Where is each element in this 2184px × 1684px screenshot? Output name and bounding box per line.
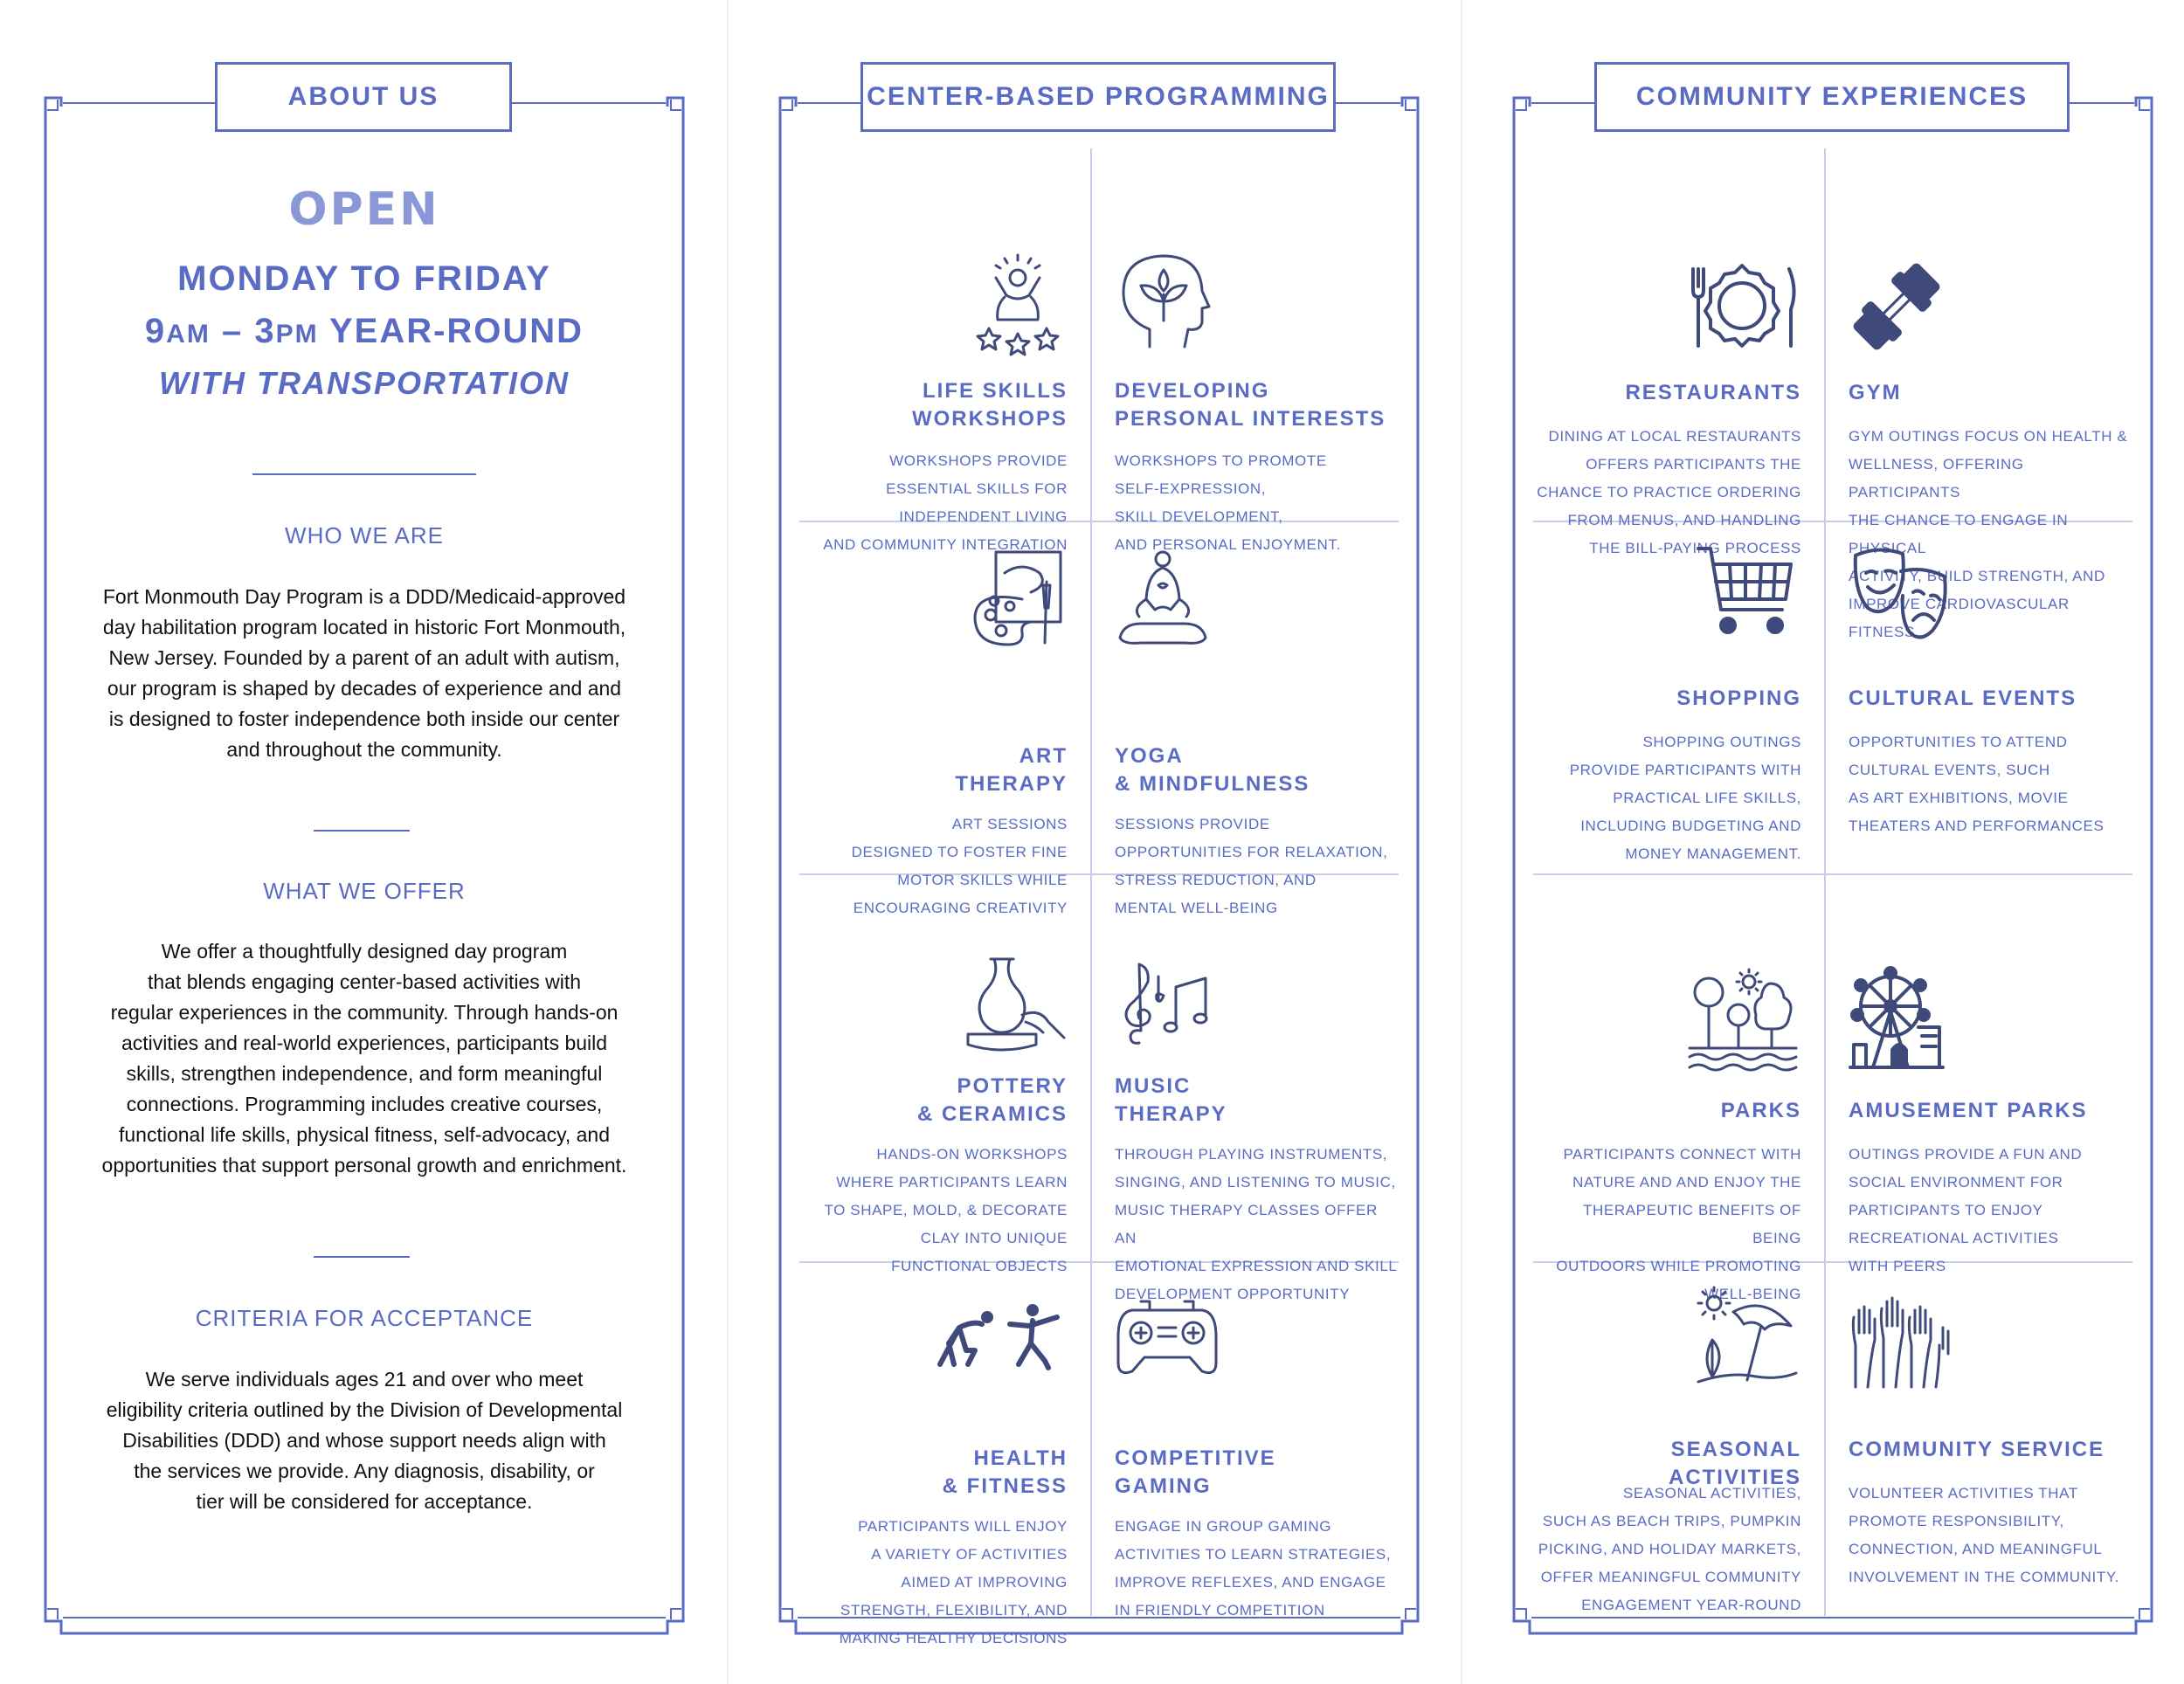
experience-cultural-events xyxy=(1826,522,2132,873)
ferris-wheel-icon xyxy=(1849,966,1945,1071)
program-description: WORKSHOPS TO PROMOTE SELF-EXPRESSION, SKILL DEVELOPMENT, AND PERSONAL ENJOYMENT. xyxy=(1115,452,1341,553)
what-we-offer-body: We offer a thoughtfully designed day program that blends engaging center-based activities with regular experiences in the community. Through hands-on activities and real-world experiences, participants build skills, strengthen independence, and form meaningful connections. Programming includes creative courses, functional life skills, physical fitness, self-advocacy, and opportunities that support personal growth and enrichment. xyxy=(101,940,627,1177)
about-panel xyxy=(45,61,683,1633)
experience-gym xyxy=(1826,148,2132,640)
experience-title: SHOPPING xyxy=(1676,687,1801,710)
separator-line xyxy=(314,830,410,832)
experience-description: GYM OUTINGS FOCUS ON HEALTH & WELLNESS, OFFERING PARTICIPANTS THE CHANCE TO ENGAGE IN PHYSICAL ACTIVITY, BUILD STRENGTH, AND IMPROVE CARDIOVASCULAR FITNESS xyxy=(1849,428,2128,640)
experience-shopping xyxy=(1533,522,1824,873)
experience-description: OUTINGS PROVIDE A FUN AND SOCIAL ENVIRONMENT FOR PARTICIPANTS TO ENJOY RECREATIONAL ACTIVITIES WITH PEERS xyxy=(1849,1146,2083,1274)
criteria-heading: CRITERIA FOR ACCEPTANCE xyxy=(195,1305,534,1331)
program-title: COMPETITIVE GAMING xyxy=(1115,1446,1276,1498)
experience-description: PARTICIPANTS CONNECT WITH NATURE AND AND ENJOY THE THERAPEUTIC BENEFITS OF BEING OUTDOORS WHILE PROMOTING WELL-BEING xyxy=(1556,1146,1801,1302)
center-based-panel xyxy=(780,61,1418,1646)
pottery-wheel-icon xyxy=(952,954,1066,1059)
hours-days: MONDAY TO FRIDAY xyxy=(177,259,551,298)
program-description: ART SESSIONS DESIGNED TO FOSTER FINE MOTOR SKILLS WHILE ENCOURAGING CREATIVITY xyxy=(851,816,1068,916)
who-we-are-body: Fort Monmouth Day Program is a DDD/Medicaid-approved day habilitation program located in historic Fort Monmouth, New Jersey. Founded by a parent of an adult with autism, our program is shaped by decades of experience and and is designed to foster independence both inside our center and throughout the community. xyxy=(102,585,626,761)
meditation-icon xyxy=(1115,547,1211,652)
panel-divider xyxy=(1461,0,1462,1684)
program-music-therapy xyxy=(1092,875,1399,1302)
music-notes-icon xyxy=(1115,956,1211,1052)
experience-description: DINING AT LOCAL RESTAURANTS OFFERS PARTICIPANTS THE CHANCE TO PRACTICE ORDERING FROM MENUS, AND HANDLING THE BILL-PAYING PROCESS xyxy=(1537,428,1801,556)
program-art-therapy xyxy=(799,522,1090,916)
program-title: POTTERY & CERAMICS xyxy=(916,1074,1068,1126)
experience-description: SHOPPING OUTINGS PROVIDE PARTICIPANTS WITH PRACTICAL LIFE SKILLS, INCLUDING BUDGETING AND MONEY MANAGEMENT. xyxy=(1569,734,1801,862)
program-gaming xyxy=(1092,1263,1399,1616)
community-panel xyxy=(1514,61,2152,1633)
experience-seasonal xyxy=(1533,1263,1824,1616)
separator-line xyxy=(252,473,476,475)
program-title: ART THERAPY xyxy=(955,744,1068,796)
program-yoga xyxy=(1092,522,1399,916)
transportation-note: WITH TRANSPORTATION xyxy=(159,365,570,401)
program-title: DEVELOPING PERSONAL INTERESTS xyxy=(1115,379,1386,431)
panel-divider xyxy=(727,0,729,1684)
experience-title: CULTURAL EVENTS xyxy=(1849,687,2077,710)
program-title: MUSIC THERAPY xyxy=(1115,1074,1227,1126)
theater-masks-icon xyxy=(1849,543,1953,648)
experience-description: SEASONAL ACTIVITIES, SUCH AS BEACH TRIPS, PUMPKIN PICKING, AND HOLIDAY MARKETS, OFFER MEANINGFUL COMMUNITY ENGAGEMENT YEAR-ROUND xyxy=(1538,1485,1801,1613)
celebrating-person-stars-icon xyxy=(970,252,1066,356)
experience-title: SEASONAL ACTIVITIES xyxy=(1668,1438,1801,1489)
what-we-offer-heading: WHAT WE OFFER xyxy=(263,878,466,904)
separator-line xyxy=(314,1256,410,1258)
program-description: PARTICIPANTS WILL ENJOY A VARIETY OF ACTIVITIES AIMED AT IMPROVING STRENGTH, FLEXIBILITY, AND MAKING HEALTHY DECISIONS xyxy=(839,1518,1068,1646)
experience-amusement-parks xyxy=(1826,875,2132,1274)
criteria-body: We serve individuals ages 21 and over who meet eligibility criteria outlined by the Division of Developmental Disabilities (DDD) and whose support needs align with the services we provide. Any diagnosis, disability, or tier will be considered for acceptance. xyxy=(106,1368,623,1513)
program-pottery xyxy=(799,875,1090,1274)
dumbbell-icon xyxy=(1849,259,1945,355)
program-description: ENGAGE IN GROUP GAMING ACTIVITIES TO LEARN STRATEGIES, IMPROVE REFLEXES, AND ENGAGE IN FRIENDLY COMPETITION xyxy=(1115,1518,1392,1618)
plate-fork-knife-icon xyxy=(1686,264,1800,351)
program-title: LIFE SKILLS WORKSHOPS xyxy=(911,379,1068,431)
program-description: SESSIONS PROVIDE OPPORTUNITIES FOR RELAXATION, STRESS REDUCTION, AND MENTAL WELL-BEING xyxy=(1115,816,1388,916)
experience-restaurants xyxy=(1533,148,1824,556)
experience-title: AMUSEMENT PARKS xyxy=(1849,1099,2088,1122)
community-title: COMMUNITY EXPERIENCES xyxy=(1594,62,2070,132)
exercise-figures-icon xyxy=(935,1298,1066,1377)
experience-community-service xyxy=(1826,1263,2132,1616)
open-heading: OPEN xyxy=(288,183,440,236)
program-health-fitness xyxy=(799,1263,1090,1646)
raised-hands-icon xyxy=(1849,1293,1953,1389)
experience-description: VOLUNTEER ACTIVITIES THAT PROMOTE RESPONSIBILITY, CONNECTION, AND MEANINGFUL INVOLVEMENT IN THE COMMUNITY. xyxy=(1849,1485,2119,1585)
experience-title: COMMUNITY SERVICE xyxy=(1849,1438,2105,1461)
program-description: THROUGH PLAYING INSTRUMENTS, SINGING, AND LISTENING TO MUSIC, MUSIC THERAPY CLASSES OFFER AN EMOTIONAL EXPRESSION AND SKILL DEVELOPMENT OPPORTUNITY xyxy=(1115,1146,1398,1302)
program-title: HEALTH & FITNESS xyxy=(942,1446,1068,1498)
program-description: WORKSHOPS PROVIDE ESSENTIAL SKILLS FOR INDEPENDENT LIVING AND COMMUNITY INTEGRATION xyxy=(823,452,1068,553)
program-description: HANDS-ON WORKSHOPS WHERE PARTICIPANTS LEARN TO SHAPE, MOLD, & DECORATE CLAY INTO UNIQUE FUNCTIONAL OBJECTS xyxy=(824,1146,1068,1274)
experience-title: PARKS xyxy=(1720,1099,1801,1122)
game-controller-icon xyxy=(1115,1293,1220,1380)
program-title: YOGA & MINDFULNESS xyxy=(1115,744,1310,796)
about-title: ABOUT US xyxy=(215,62,512,132)
head-plant-icon xyxy=(1115,249,1211,354)
hours-times: 9AM – 3PM YEAR-ROUND xyxy=(144,312,584,350)
shopping-cart-icon xyxy=(1695,543,1800,639)
experience-title: GYM xyxy=(1849,381,1902,404)
center-based-title: CENTER-BASED PROGRAMMING xyxy=(860,62,1336,132)
experience-title: RESTAURANTS xyxy=(1625,381,1801,404)
park-trees-icon xyxy=(1686,968,1800,1073)
beach-umbrella-icon xyxy=(1695,1286,1800,1391)
program-life-skills xyxy=(799,148,1090,553)
who-we-are-heading: WHO WE ARE xyxy=(285,522,444,549)
experience-description: OPPORTUNITIES TO ATTEND CULTURAL EVENTS, SUCH AS ART EXHIBITIONS, MOVIE THEATERS AND PERFORMANCES xyxy=(1849,734,2105,834)
palette-easel-icon xyxy=(970,547,1066,652)
experience-parks xyxy=(1533,875,1824,1302)
program-personal-interests xyxy=(1092,148,1399,553)
